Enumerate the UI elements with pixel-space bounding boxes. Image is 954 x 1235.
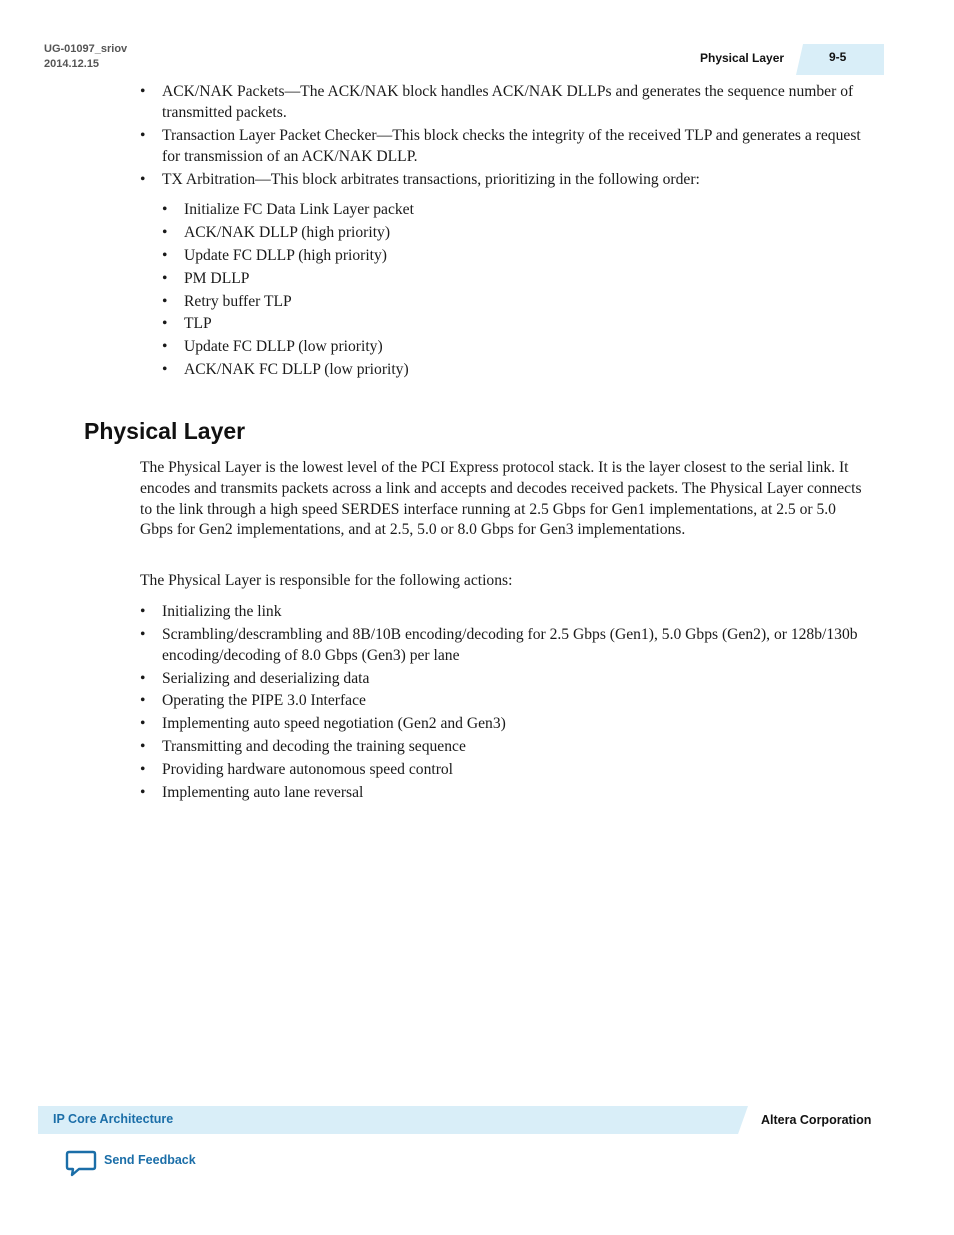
- list-item: • Transaction Layer Packet Checker—This block checks the integrity of the received TLP and generates a request for transmission of an ACK/NAK DLLP.: [162, 126, 862, 168]
- data-link-layer-blocks-list: [162, 82, 862, 193]
- list-item: • PM DLLP: [184, 269, 684, 290]
- responsibilities-intro: The Physical Layer is responsible for the following actions:: [140, 572, 513, 589]
- list-item: • ACK/NAK DLLP (high priority): [184, 223, 684, 244]
- tx-arbitration-priority-list: [184, 200, 684, 383]
- list-item: • Transmitting and decoding the training sequence: [162, 737, 862, 758]
- list-item: • ACK/NAK FC DLLP (low priority): [184, 360, 684, 381]
- list-item: • Providing hardware autonomous speed control: [162, 760, 862, 781]
- document-id-block: [44, 42, 127, 72]
- send-feedback-link[interactable]: Send Feedback: [104, 1153, 196, 1167]
- header-section-title: Physical Layer: [700, 51, 785, 65]
- document-id: UG-01097_sriov: [44, 43, 128, 55]
- list-item: • Update FC DLLP (high priority): [184, 246, 684, 267]
- list-item: • ACK/NAK Packets—The ACK/NAK block handles ACK/NAK DLLPs and generates the sequence number of transmitted packets.: [162, 82, 862, 124]
- header-page-number: 9-5: [829, 50, 847, 64]
- list-item: • Serializing and deserializing data: [162, 669, 862, 690]
- list-item: • Implementing auto lane reversal: [162, 783, 862, 804]
- list-item: • TX Arbitration—This block arbitrates transactions, prioritizing in the following order:: [162, 170, 862, 191]
- speech-bubble-icon[interactable]: [65, 1150, 97, 1178]
- document-date: 2014.12.15: [44, 58, 100, 70]
- list-item: • Operating the PIPE 3.0 Interface: [162, 691, 862, 712]
- footer-chapter-link[interactable]: IP Core Architecture: [53, 1112, 174, 1126]
- list-item: • Implementing auto speed negotiation (Gen2 and Gen3): [162, 714, 862, 735]
- list-item: • Initializing the link: [162, 602, 862, 623]
- physical-layer-actions-list: [162, 602, 862, 806]
- list-item: • Update FC DLLP (low priority): [184, 337, 684, 358]
- list-item: • TLP: [184, 314, 684, 335]
- list-item: • Scrambling/descrambling and 8B/10B encoding/decoding for 2.5 Gbps (Gen1), 5.0 Gbps (Gen2), or 128b/130b encoding/decoding of 8.0 Gbps (Gen3) per lane: [162, 625, 862, 667]
- list-item: • Retry buffer TLP: [184, 292, 684, 313]
- list-item: • Initialize FC Data Link Layer packet: [184, 200, 684, 221]
- section-heading: Physical Layer: [84, 418, 246, 444]
- footer-company: Altera Corporation: [761, 1113, 872, 1127]
- physical-layer-description: The Physical Layer is the lowest level of the PCI Express protocol stack. It is the layer closest to the serial link. It encodes and transmits packets across a link and accepts and decodes received packets. The Physical Layer connects to the link through a high speed SERDES interface running at 2.5 Gbps for Gen1 implementations, at 2.5 or 5.0 Gbps for Gen2 implementations, and at 2.5, 5.0 or 8.0 Gbps for Gen3 implementations.: [140, 459, 862, 539]
